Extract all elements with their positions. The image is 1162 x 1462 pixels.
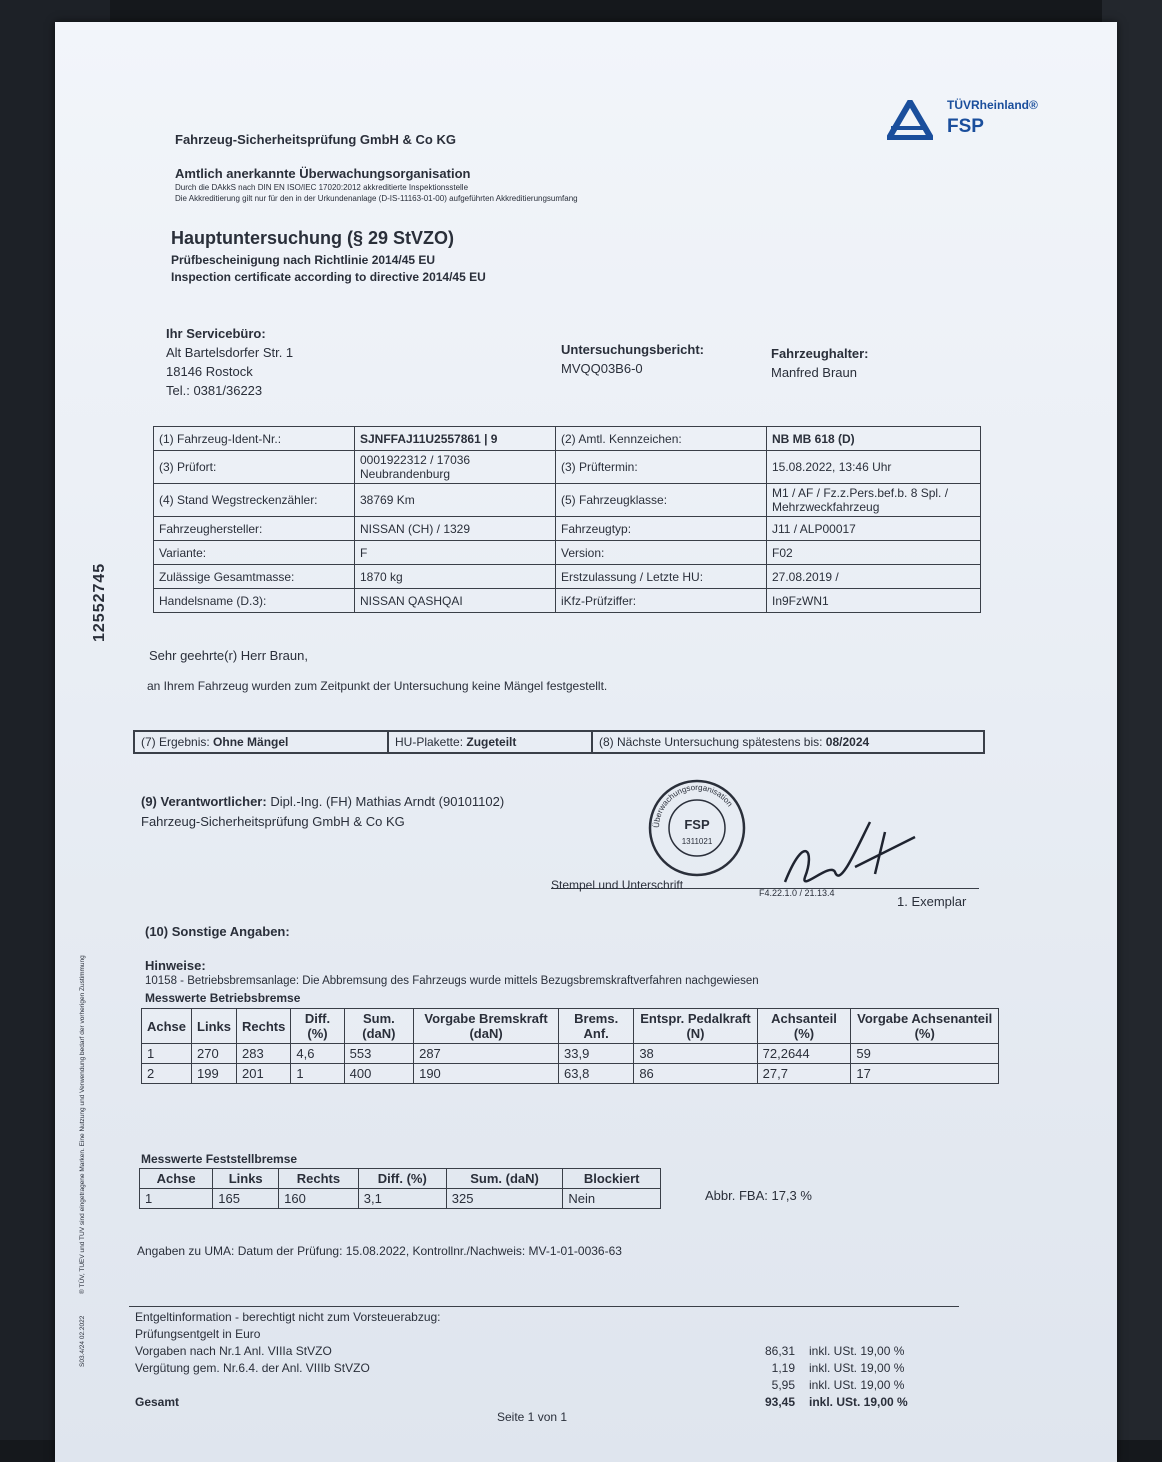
brake-cell: 201 xyxy=(237,1064,291,1084)
plakette-cell: HU-Plakette: Zugeteilt xyxy=(388,731,592,753)
vehicle-left-value: 38769 Km xyxy=(355,484,556,517)
document-subtitle-en: Inspection certificate according to directive 2014/45 EU xyxy=(171,270,486,284)
copy-label: 1. Exemplar xyxy=(897,894,967,909)
fba-value: Abbr. FBA: 17,3 % xyxy=(705,1188,812,1203)
park-cell: 325 xyxy=(446,1189,563,1209)
result-text: an Ihrem Fahrzeug wurden zum Zeitpunkt der Untersuchung keine Mängel festgestellt. xyxy=(147,679,608,693)
certificate-paper xyxy=(55,22,1117,1462)
stamp-ring-text: Überwachungsorganisation xyxy=(651,782,735,829)
vehicle-left-label: Variante: xyxy=(154,541,355,565)
brake-cell: 38 xyxy=(634,1044,757,1064)
responsible-company: Fahrzeug-Sicherheitsprüfung GmbH & Co KG xyxy=(141,814,405,829)
brake-cell: 190 xyxy=(414,1064,559,1084)
park-cell: 160 xyxy=(279,1189,359,1209)
brake-cell: 63,8 xyxy=(559,1064,634,1084)
vehicle-right-label: Version: xyxy=(556,541,767,565)
hint-text: 10158 - Betriebsbremsanlage: Die Abbremsung des Fahrzeugs wurde mittels Bezugsbremskraftverfahren nachgewiesen xyxy=(145,975,759,987)
fee-amount: 93,45 xyxy=(764,1395,795,1409)
vehicle-row xyxy=(154,565,981,589)
brake-cell: 283 xyxy=(237,1044,291,1064)
vehicle-row xyxy=(154,484,981,517)
park-cell: Nein xyxy=(563,1189,661,1209)
holder-name: Manfred Braun xyxy=(771,365,857,380)
tuv-triangle-icon xyxy=(887,100,933,140)
brake-header: Diff. (%) xyxy=(291,1009,344,1044)
vehicle-data-table xyxy=(153,426,981,613)
fee-row xyxy=(135,1344,955,1361)
hint-label: Hinweise: xyxy=(145,958,206,973)
fee-tax: inkl. USt. 19,00 % xyxy=(809,1344,905,1358)
brake-header: Sum. (daN) xyxy=(344,1009,413,1044)
vehicle-left-label: Handelsname (D.3): xyxy=(154,589,355,613)
form-number: S03.4/24 02.2022 xyxy=(79,1315,86,1367)
vehicle-row xyxy=(154,541,981,565)
vehicle-right-value: NB MB 618 (D) xyxy=(767,427,981,451)
vehicle-left-value: 0001922312 / 17036 Neubrandenburg xyxy=(355,451,556,484)
park-cell: 3,1 xyxy=(358,1189,446,1209)
fee-amount: 5,95 xyxy=(771,1378,795,1392)
vehicle-right-value: 27.08.2019 / xyxy=(767,565,981,589)
fees-currency: Prüfungsentgelt in Euro xyxy=(135,1327,261,1341)
brake-cell: 72,2644 xyxy=(757,1044,851,1064)
form-code: F4.22.1.0 / 21.13.4 xyxy=(759,888,835,898)
vehicle-right-value: F02 xyxy=(767,541,981,565)
fees-header: Entgeltinformation - berechtigt nicht zum Vorsteuerabzug: xyxy=(135,1310,441,1324)
responsible-line: (9) Verantwortlicher: Dipl.-Ing. (FH) Mathias Arndt (90101102) xyxy=(141,794,505,809)
report-block xyxy=(561,340,704,378)
brake-cell: 1 xyxy=(291,1064,344,1084)
vehicle-right-label: Fahrzeugtyp: xyxy=(556,517,767,541)
stamp-number: 1311021 xyxy=(681,837,713,846)
brake-cell: 59 xyxy=(851,1044,999,1064)
brake-header: Rechts xyxy=(237,1009,291,1044)
vehicle-left-value: NISSAN QASHQAI xyxy=(355,589,556,613)
park-header: Achse xyxy=(140,1169,213,1189)
park-cell: 1 xyxy=(140,1189,213,1209)
service-office xyxy=(166,324,293,400)
brake-cell: 400 xyxy=(344,1064,413,1084)
fee-tax: inkl. USt. 19,00 % xyxy=(809,1378,905,1392)
report-number: MVQQ03B6-0 xyxy=(561,361,643,376)
fee-label: Vergütung gem. Nr.6.4. der Anl. VIIIb StVZO xyxy=(135,1361,370,1375)
brake-cell: 553 xyxy=(344,1044,413,1064)
brand-sub: FSP xyxy=(947,116,984,137)
vehicle-left-value: F xyxy=(355,541,556,565)
fees-divider xyxy=(129,1306,959,1307)
fee-row xyxy=(135,1378,955,1395)
accreditation-line-2: Die Akkreditierung gilt nur für den in der Urkundenanlage (D-IS-11163-01-00) aufgeführten Akkreditierungsumfang xyxy=(175,194,578,203)
page-number: Seite 1 von 1 xyxy=(497,1410,568,1424)
stamp-center-text: FSP xyxy=(684,817,710,832)
brake-header: Achsanteil (%) xyxy=(757,1009,851,1044)
vehicle-left-label: Fahrzeughersteller: xyxy=(154,517,355,541)
brake-cell: 4,6 xyxy=(291,1044,344,1064)
vehicle-left-value: SJNFFAJ11U2557861 | 9 xyxy=(355,427,556,451)
greeting: Sehr geehrte(r) Herr Braun, xyxy=(149,648,308,663)
vehicle-left-label: (3) Prüfort: xyxy=(154,451,355,484)
vehicle-right-label: iKfz-Prüfziffer: xyxy=(556,589,767,613)
service-brake-table xyxy=(141,1008,999,1084)
brake-cell: 270 xyxy=(192,1044,237,1064)
fee-amount: 1,19 xyxy=(771,1361,795,1375)
table-row xyxy=(142,1044,999,1064)
vehicle-row xyxy=(154,517,981,541)
brake-cell: 33,9 xyxy=(559,1044,634,1064)
stamp xyxy=(647,778,747,878)
service-brake-title: Messwerte Betriebsbremse xyxy=(145,991,301,1005)
brake-header: Entspr. Pedalkraft (N) xyxy=(634,1009,757,1044)
stamp-signature-label: Stempel und Unterschrift xyxy=(551,878,684,892)
office-city: 18146 Rostock xyxy=(166,364,253,379)
trademark-note: ® TÜV, TUEV und TUV sind eingetragene Marken. Eine Nutzung und Verwendung bedarf der vorherigen Zustimmung xyxy=(79,955,86,1294)
vehicle-left-label: (1) Fahrzeug-Ident-Nr.: xyxy=(154,427,355,451)
parking-brake-table xyxy=(139,1168,661,1209)
fee-row xyxy=(135,1361,955,1378)
fee-amount: 86,31 xyxy=(764,1344,795,1358)
fee-label: Vorgaben nach Nr.1 Anl. VIIIa StVZO xyxy=(135,1344,332,1358)
vehicle-left-label: Zulässige Gesamtmasse: xyxy=(154,565,355,589)
vehicle-row xyxy=(154,427,981,451)
fee-tax: inkl. USt. 19,00 % xyxy=(809,1395,908,1409)
document-subtitle-de: Prüfbescheinigung nach Richtlinie 2014/45 EU xyxy=(171,253,436,267)
table-row xyxy=(140,1189,661,1209)
park-header: Sum. (daN) xyxy=(446,1169,563,1189)
park-cell: 165 xyxy=(213,1189,279,1209)
result-bar xyxy=(133,730,985,754)
brake-cell: 27,7 xyxy=(757,1064,851,1084)
company-name: Fahrzeug-Sicherheitsprüfung GmbH & Co KG xyxy=(175,132,456,147)
vehicle-left-value: NISSAN (CH) / 1329 xyxy=(355,517,556,541)
fee-tax: inkl. USt. 19,00 % xyxy=(809,1361,905,1375)
brake-cell: 199 xyxy=(192,1064,237,1084)
table-row xyxy=(142,1064,999,1084)
brake-cell: 287 xyxy=(414,1044,559,1064)
vehicle-right-label: (2) Amtl. Kennzeichen: xyxy=(556,427,767,451)
brake-header: Links xyxy=(192,1009,237,1044)
vehicle-right-value: 15.08.2022, 13:46 Uhr xyxy=(767,451,981,484)
org-line: Amtlich anerkannte Überwachungsorganisation xyxy=(175,166,471,181)
other-info-title: (10) Sonstige Angaben: xyxy=(145,924,290,939)
result-cell: (7) Ergebnis: Ohne Mängel xyxy=(134,731,388,753)
vehicle-left-value: 1870 kg xyxy=(355,565,556,589)
vehicle-right-label: (3) Prüftermin: xyxy=(556,451,767,484)
brake-header: Vorgabe Achsenanteil (%) xyxy=(851,1009,999,1044)
brake-header: Brems. Anf. xyxy=(559,1009,634,1044)
office-street: Alt Bartelsdorfer Str. 1 xyxy=(166,345,294,360)
vehicle-row xyxy=(154,589,981,613)
report-label: Untersuchungsbericht: xyxy=(561,342,705,357)
vehicle-right-label: Erstzulassung / Letzte HU: xyxy=(556,565,767,589)
next-inspection-cell: (8) Nächste Untersuchung spätestens bis: 08/2024 xyxy=(592,731,984,753)
fees-rows xyxy=(135,1344,955,1412)
document-title: Hauptuntersuchung (§ 29 StVZO) xyxy=(171,228,455,248)
office-phone: Tel.: 0381/36223 xyxy=(166,383,263,398)
brake-cell: 17 xyxy=(851,1064,999,1084)
uma-info: Angaben zu UMA: Datum der Prüfung: 15.08.2022, Kontrollnr./Nachweis: MV-1-01-0036-63 xyxy=(137,1244,622,1258)
vehicle-right-value: J11 / ALP00017 xyxy=(767,517,981,541)
brake-header: Achse xyxy=(142,1009,192,1044)
fee-label: Gesamt xyxy=(135,1395,180,1409)
park-header: Rechts xyxy=(279,1169,359,1189)
serial-number: 12552745 xyxy=(91,562,108,642)
park-header: Diff. (%) xyxy=(358,1169,446,1189)
park-header: Blockiert xyxy=(563,1169,661,1189)
vehicle-right-value: In9FzWN1 xyxy=(767,589,981,613)
brake-cell: 1 xyxy=(142,1044,192,1064)
brand-name: TÜVRheinland® xyxy=(947,98,1038,112)
brake-cell: 86 xyxy=(634,1064,757,1084)
vehicle-right-value: M1 / AF / Fz.z.Pers.bef.b. 8 Spl. / Mehrzweckfahrzeug xyxy=(767,484,981,517)
vehicle-row xyxy=(154,451,981,484)
accreditation-line-1: Durch die DAkkS nach DIN EN ISO/IEC 17020:2012 akkreditierte Inspektionsstelle xyxy=(175,183,469,192)
vehicle-left-label: (4) Stand Wegstreckenzähler: xyxy=(154,484,355,517)
brake-header: Vorgabe Bremskraft (daN) xyxy=(414,1009,559,1044)
parking-brake-title: Messwerte Feststellbremse xyxy=(141,1152,298,1166)
park-header: Links xyxy=(213,1169,279,1189)
office-label: Ihr Servicebüro: xyxy=(166,326,266,341)
vehicle-right-label: (5) Fahrzeugklasse: xyxy=(556,484,767,517)
holder-label: Fahrzeughalter: xyxy=(771,346,869,361)
brake-cell: 2 xyxy=(142,1064,192,1084)
holder-block xyxy=(771,344,869,382)
